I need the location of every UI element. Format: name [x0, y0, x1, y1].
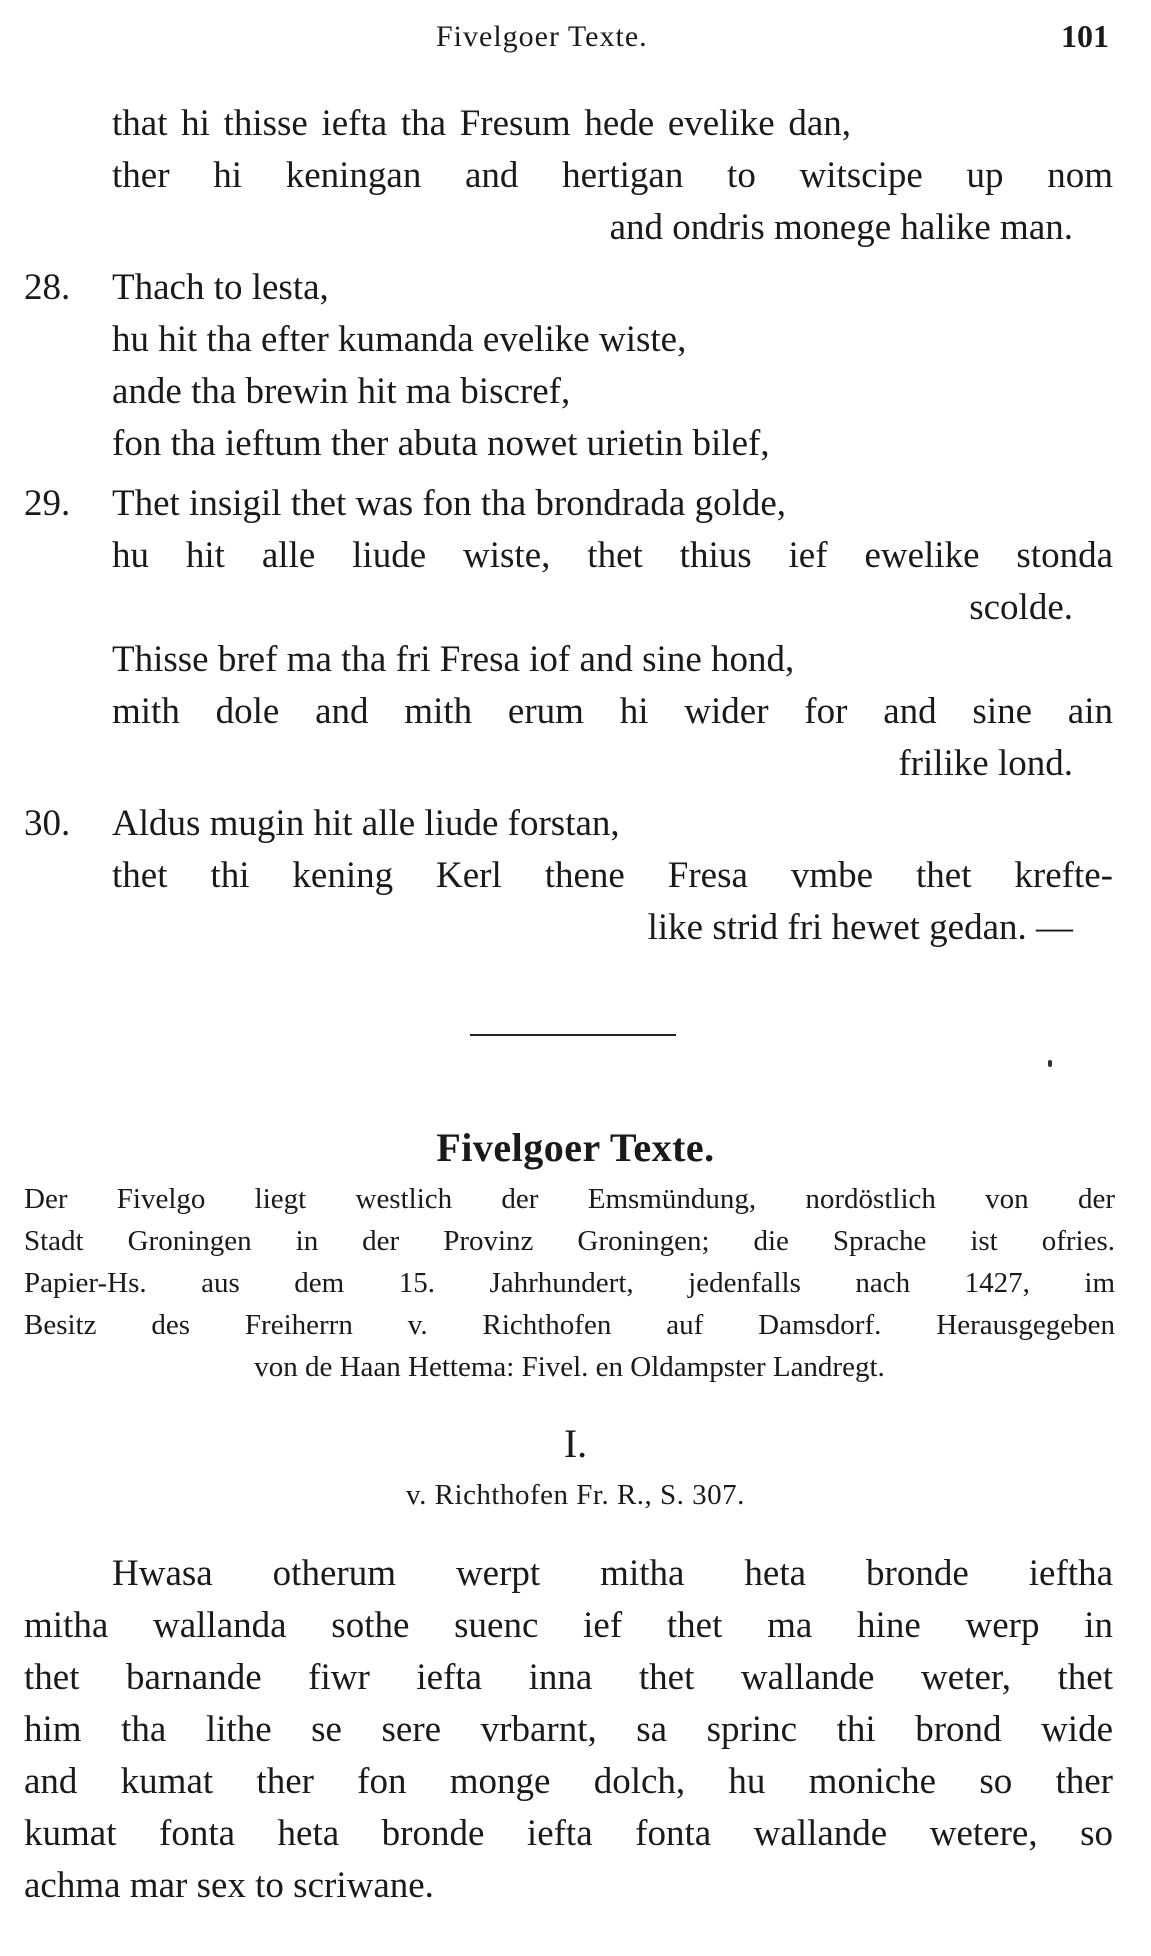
verse-line: hu hit alle liude wiste, thet thius ief ewelike stonda — [112, 535, 1113, 576]
intro-line: von de Haan Hettema: Fivel. en Oldampster Landregt. — [254, 1351, 885, 1383]
verse-line: hu hit tha efter kumanda evelike wiste, — [112, 319, 687, 360]
verse-line: and ondris monege halike man. — [609, 207, 1073, 248]
fivelgoer-section — [0, 1118, 1151, 1912]
verse-line: that hi thisse iefta tha Fresum hede evelike dan, — [112, 103, 851, 144]
poem — [0, 98, 1151, 954]
section-title: Fivelgoer Texte. — [436, 1125, 715, 1170]
verse-line: fon tha ieftum ther abuta nowet urietin bilef, — [112, 423, 770, 464]
verse-line: 30. Aldus mugin hit alle liude forstan, — [0, 798, 1151, 850]
verse-line: like strid fri hewet gedan. — — [647, 907, 1073, 948]
intro-line: Besitz des Freiherrn v. Richthofen auf Damsdorf. Herausgegeben — [24, 1309, 1115, 1341]
prose-line: thet barnande fiwr iefta inna thet wallande weter, thet — [24, 1657, 1113, 1698]
verse-line: 28. Thach to lesta, — [0, 262, 1151, 314]
running-title: Fivelgoer Texte. — [436, 20, 648, 53]
part-number: I. — [563, 1421, 588, 1466]
prose-line: and kumat ther fon monge dolch, hu moniche so ther — [24, 1761, 1113, 1802]
prose-line: kumat fonta heta bronde iefta fonta wallande wetere, so — [24, 1813, 1113, 1854]
page-number: 101 — [1061, 18, 1109, 54]
verse-number: 29. — [24, 483, 71, 524]
prose-line: him tha lithe se sere vrbarnt, sa sprinc thi brond wide — [24, 1709, 1113, 1750]
section-intro — [24, 1178, 1115, 1388]
stanza-29 — [0, 478, 1151, 790]
verse-line: 29. Thet insigil thet was fon tha brondrada golde, — [0, 478, 1151, 530]
verse-line: scolde. — [969, 587, 1073, 628]
verse-line: thet thi kening Kerl thene Fresa vmbe thet krefte- — [112, 855, 1113, 896]
verse-number: 30. — [24, 803, 71, 844]
intro-line: Stadt Groningen in der Provinz Groningen; die Sprache ist ofries. — [24, 1225, 1115, 1257]
running-header — [0, 14, 1151, 64]
prose-text — [24, 1548, 1113, 1912]
verse-line: ande tha brewin hit ma biscref, — [112, 371, 571, 412]
prose-line: mitha wallanda sothe suenc ief thet ma hine werp in — [24, 1605, 1113, 1646]
section-divider — [470, 1034, 676, 1036]
print-speck — [1048, 1060, 1052, 1067]
verse-line: Thisse bref ma tha fri Fresa iof and sine hond, — [112, 639, 795, 680]
prose-line: achma mar sex to scriwane. — [24, 1865, 434, 1906]
stanza-30 — [0, 798, 1151, 954]
prose-line: Hwasa otherum werpt mitha heta bronde ieftha — [112, 1553, 1113, 1594]
intro-line: Der Fivelgo liegt westlich der Emsmündung, nordöstlich von der — [24, 1183, 1115, 1215]
stanza-continuation — [0, 98, 1151, 254]
verse-line: mith dole and mith erum hi wider for and sine ain — [112, 691, 1113, 732]
verse-line: ther hi keningan and hertigan to witscipe up nom — [112, 155, 1113, 196]
verse-number: 28. — [24, 267, 71, 308]
source-reference: v. Richthofen Fr. R., S. 307. — [406, 1479, 745, 1511]
stanza-28 — [0, 262, 1151, 470]
intro-line: Papier-Hs. aus dem 15. Jahrhundert, jedenfalls nach 1427, im — [24, 1267, 1115, 1299]
verse-line: frilike lond. — [898, 743, 1073, 784]
